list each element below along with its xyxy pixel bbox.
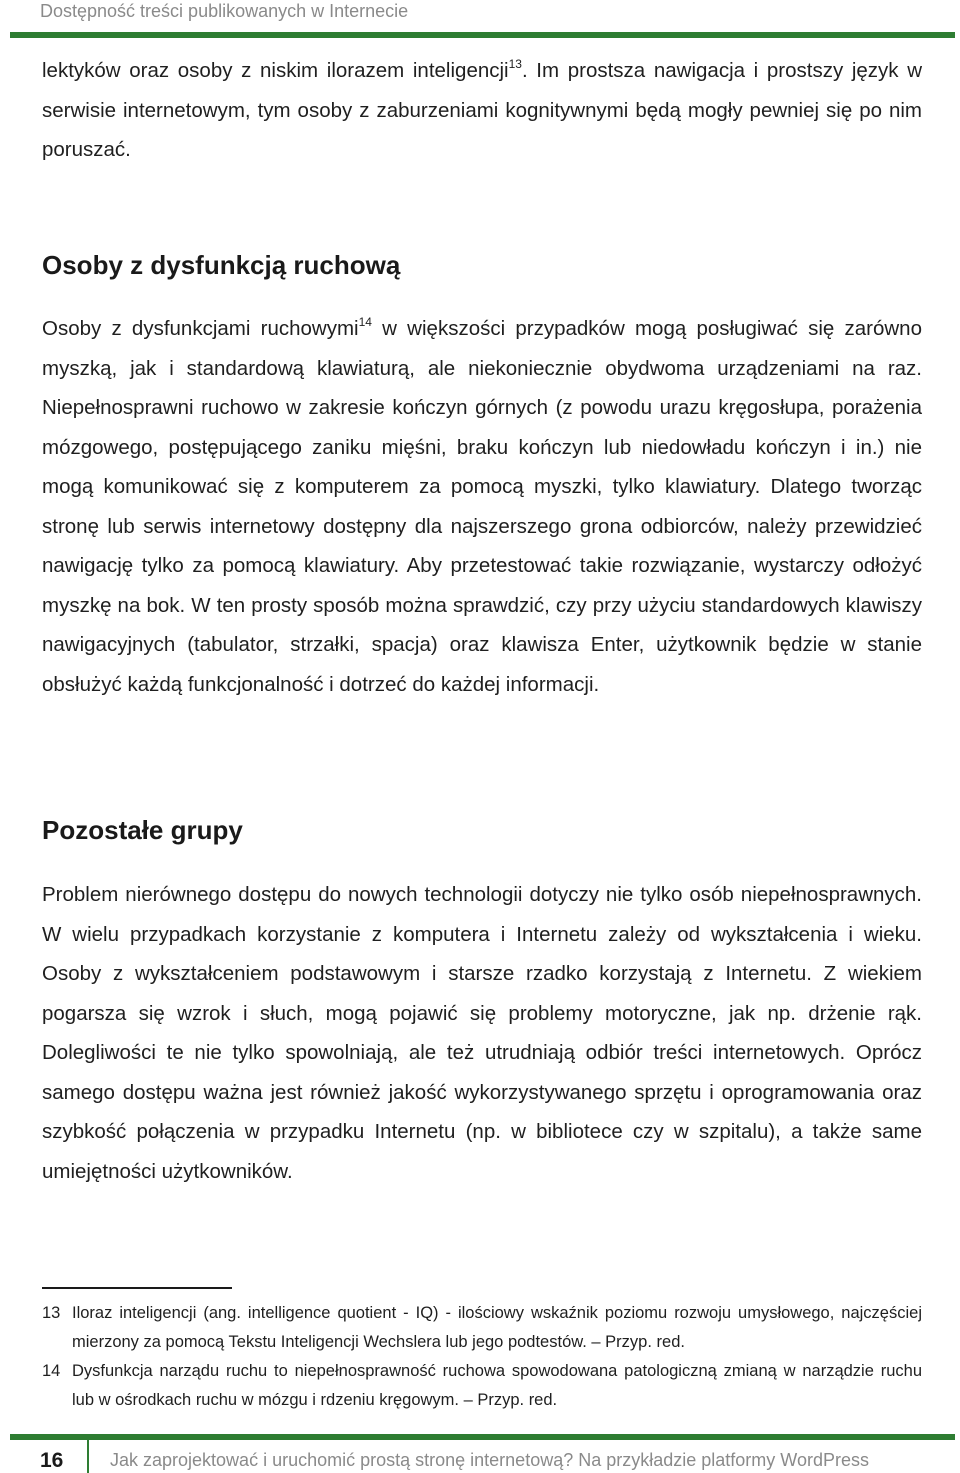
motor-paragraph: [42, 309, 922, 704]
footnote-text: Dysfunkcja narządu ruchu to niepełnosprawność ruchowa spowodowana patologiczną zmianą w narządzie ruchu lub w ośrodkach ruchu w mózgu i rdzeniu kręgowym. – Przyp. red.: [72, 1362, 922, 1409]
footnote-number: 14: [42, 1362, 61, 1380]
intro-paragraph: [42, 51, 922, 170]
footer-divider: [87, 1440, 89, 1473]
section-title-motor: Osoby z dysfunkcją ruchową: [42, 250, 401, 280]
intro-text-end: . Im prostsza nawigacja i prostszy język w serwisie internetowym, tym osoby z zaburzeniami kognitywnymi będą mogły pewniej się po nim poruszać.: [42, 59, 923, 161]
header-rule: [10, 32, 955, 38]
footnote-separator: [42, 1287, 232, 1289]
footer-book-title: Jak zaprojektować i uruchomić prostą stronę internetową? Na przykładzie platformy WordPress: [110, 1450, 869, 1470]
footnote-number: 13: [42, 1304, 61, 1322]
other-paragraph: Problem nierównego dostępu do nowych technologii dotyczy nie tylko osób niepełnosprawnych. W wielu przypadkach korzystanie z komputera i Internetu zależy od wykształcenia i wieku. Osoby z wykształceniem podstawowym i starsze rzadko korzystają z Internetu. Z wiekiem pogarsza się wzrok i słuch, mogą pojawić się problemy motoryczne, jak np. drżenie rąk. Dolegliwości te nie tylko spowolniają, ale też utrudniają odbiór treści internetowych. Oprócz samego dostępu ważna jest również jakość wykorzystywanego sprzętu i oprogramowania oraz szybkość połączenia w przypadku Internetu (np. w bibliotece czy w szpitalu), a także same umiejętności użytkowników.: [42, 883, 922, 1183]
footnote-14: [42, 1357, 922, 1415]
section-title-other: Pozostałe grupy: [42, 815, 243, 845]
intro-text-start: lektyków oraz osoby z niskim ilorazem inteligencji: [42, 59, 509, 82]
page-number: 16: [40, 1449, 64, 1472]
footnote-ref-14[interactable]: 14: [358, 315, 372, 329]
running-header: Dostępność treści publikowanych w Internecie: [40, 1, 409, 21]
motor-text-end: w większości przypadków mogą posługiwać się zarówno myszką, jak i standardową klawiaturą, ale niekoniecznie obydwoma urządzeniami na raz. Niepełnosprawni ruchowo w zakresie kończyn górnych (z powodu urazu kręgosłupa, porażenia mózgowego, postępującego zaniku mięśni, braku kończyn lub niedowładu kończyn i in.) nie mogą komunikować się z komputerem za pomocą myszki, tylko klawiatury. Dlatego tworząc stronę lub serwis internetowy dostępny dla najszerszego grona odbiorców, należy przewidzieć nawigację tylko za pomocą klawiatury. Aby przetestować takie rozwiązanie, wystarczy odłożyć myszkę na bok. W ten prosty sposób można sprawdzić, czy przy użyciu standardowych klawiszy nawigacyjnych (tabulator, strzałki, spacja) oraz klawisza Enter, użytkownik będzie w stanie obsłużyć każdą funkcjonalność i dotrzeć do każdej informacji.: [42, 317, 922, 696]
footnote-ref-13[interactable]: 13: [508, 57, 522, 71]
footnote-text: Iloraz inteligencji (ang. intelligence quotient - IQ) - ilościowy wskaźnik poziomu rozwoju umysłowego, najczęściej mierzony za pomocą Tekstu Inteligencji Wechslera lub jego podtestów. – Przyp. red.: [72, 1304, 922, 1351]
footnote-13: [42, 1299, 922, 1357]
footer-rule: [10, 1434, 955, 1440]
motor-text-start: Osoby z dysfunkcjami ruchowymi: [42, 317, 359, 340]
